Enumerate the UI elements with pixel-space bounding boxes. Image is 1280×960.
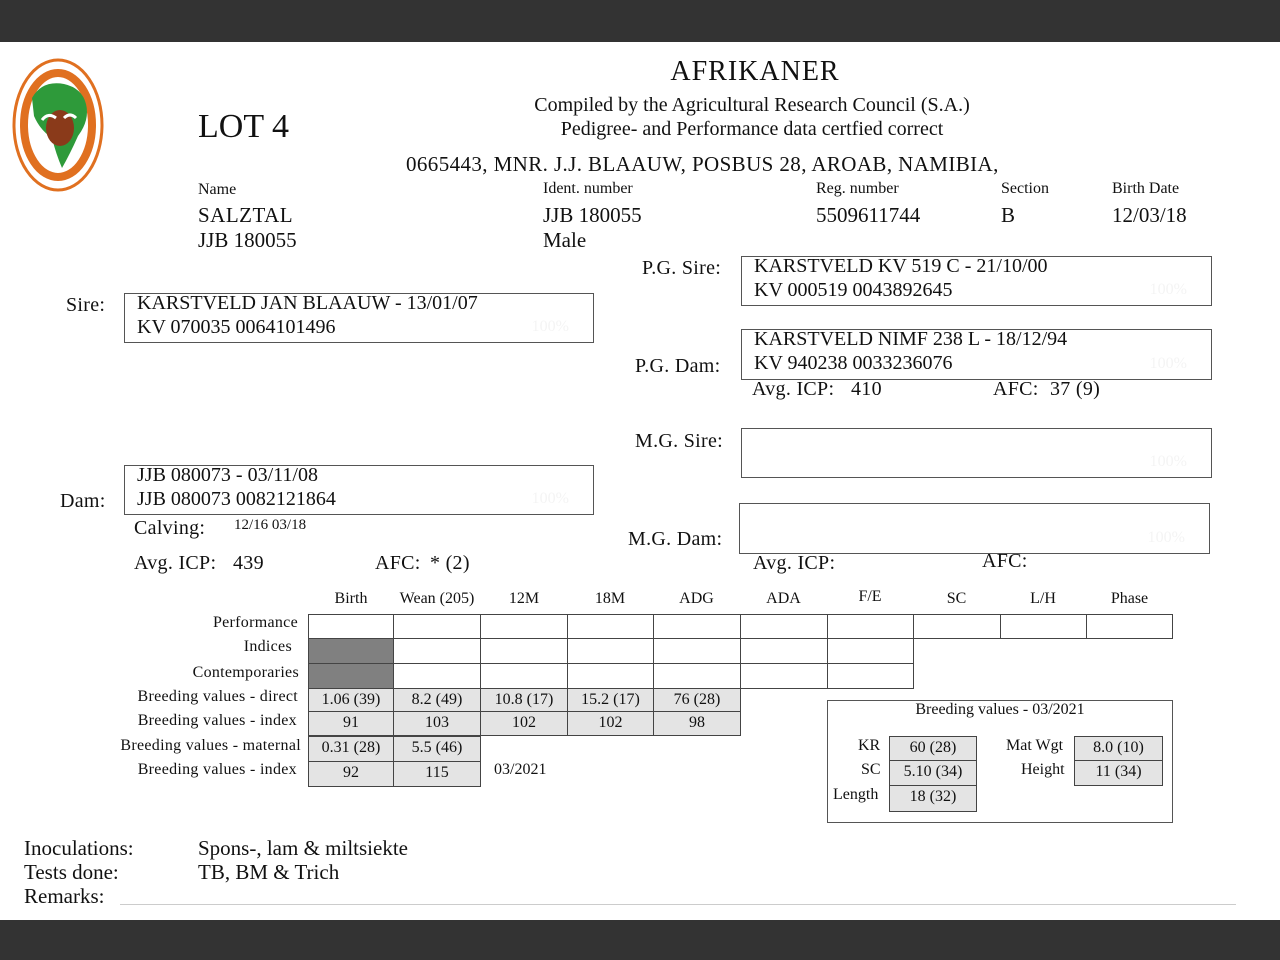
remarks-line	[120, 904, 1236, 905]
bv-index-birth: 91	[308, 711, 394, 736]
pg-dam-afc: 37 (9)	[1050, 378, 1101, 400]
birth-label: Birth Date	[1112, 180, 1180, 197]
pg-sire-box	[741, 256, 1212, 306]
cell-perf-lh	[1000, 614, 1087, 639]
tests-value: TB, BM & Trich	[198, 860, 340, 884]
cell-perf-sc	[913, 614, 1001, 639]
height-value: 11 (34)	[1074, 760, 1163, 786]
ident-label: Ident. number	[543, 180, 633, 197]
col-adg: ADG	[679, 590, 714, 607]
remarks-label: Remarks:	[24, 884, 105, 908]
row-bv-maternal: Breeding values - maternal	[120, 737, 301, 754]
sire-name: KARSTVELD JAN BLAAUW - 13/01/07	[137, 292, 478, 314]
pg-dam-label: P.G. Dam:	[635, 355, 721, 377]
birth-date: 12/03/18	[1112, 203, 1187, 227]
afrikaner-society-logo-icon	[12, 58, 104, 192]
breed-title: AFRIKANER	[670, 56, 840, 87]
bv-maternal-wean: 5.5 (46)	[393, 736, 481, 762]
cell-con-birth	[308, 663, 394, 689]
bv-index-12m: 102	[480, 711, 568, 736]
col-birth: Birth	[334, 590, 368, 607]
cell-perf-phase	[1086, 614, 1173, 639]
dam-afc-label: AFC:	[375, 552, 421, 574]
dam-icp-label: Avg. ICP:	[134, 552, 217, 574]
bottom-bar	[0, 920, 1280, 960]
pg-sire-pct: 100%	[1149, 281, 1187, 298]
lot-number: LOT 4	[198, 108, 289, 145]
section: B	[1001, 203, 1016, 227]
reg-label: Reg. number	[816, 180, 899, 197]
pg-sire-name: KARSTVELD KV 519 C - 21/10/00	[754, 255, 1048, 277]
col-wean: Wean (205)	[399, 590, 475, 607]
sire-label: Sire:	[66, 294, 106, 316]
owner-line: 0665443, MNR. J.J. BLAAUW, POSBUS 28, AROAB, NAMIBIA,	[406, 152, 999, 176]
sc-label: SC	[861, 761, 881, 778]
col-12m: 12M	[508, 590, 540, 607]
pg-dam-icp-label: Avg. ICP:	[752, 378, 835, 400]
mg-dam-label: M.G. Dam:	[628, 528, 723, 550]
name-label: Name	[198, 181, 237, 198]
calving-label: Calving:	[134, 517, 206, 539]
bv-index-adg: 98	[653, 711, 741, 736]
col-lh: L/H	[1030, 590, 1056, 607]
pg-sire-label: P.G. Sire:	[642, 257, 722, 279]
bv-direct-wean: 8.2 (49)	[393, 688, 481, 712]
dam-box	[124, 465, 594, 515]
calving-value: 12/16 03/18	[234, 517, 307, 533]
bv-direct-birth: 1.06 (39)	[308, 688, 394, 712]
length-label: Length	[833, 786, 879, 803]
cell-ind-18m	[567, 638, 654, 664]
inoculations-value: Spons-, lam & miltsiekte	[198, 836, 408, 860]
certified-note: Pedigree- and Performance data certfied correct	[560, 118, 944, 140]
tests-label: Tests done:	[24, 860, 119, 884]
dam-icp: 439	[233, 552, 264, 574]
kr-value: 60 (28)	[889, 736, 977, 761]
cell-con-fe	[827, 663, 914, 689]
cell-perf-12m	[480, 614, 568, 639]
mg-dam-box	[739, 503, 1210, 554]
mg-sire-label: M.G. Sire:	[635, 430, 723, 452]
col-ada: ADA	[766, 590, 801, 607]
pg-dam-name: KARSTVELD NIMF 238 L - 18/12/94	[754, 328, 1068, 350]
table-date: 03/2021	[494, 761, 547, 778]
dam-ids: JJB 080073 0082121864	[137, 488, 336, 510]
pg-dam-box	[741, 329, 1212, 380]
cell-con-18m	[567, 663, 654, 689]
row-bv-direct: Breeding values - direct	[137, 688, 298, 705]
cell-ind-adg	[653, 638, 741, 664]
mg-dam-pct: 100%	[1147, 529, 1185, 546]
row-performance: Performance	[212, 614, 298, 631]
animal-name-id: JJB 180055	[198, 228, 297, 252]
pg-sire-ids: KV 000519 0043892645	[754, 279, 953, 301]
mg-dam-icp-label: Avg. ICP:	[753, 552, 836, 574]
kr-label: KR	[858, 737, 881, 754]
bv-maternal-birth: 0.31 (28)	[308, 736, 394, 762]
matwgt-value: 8.0 (10)	[1074, 736, 1163, 761]
cell-perf-18m	[567, 614, 654, 639]
bv-index-18m: 102	[567, 711, 654, 736]
pg-dam-afc-label: AFC:	[993, 378, 1039, 400]
cell-perf-adg	[653, 614, 741, 639]
mg-dam-afc-label: AFC:	[982, 550, 1028, 572]
bv-direct-18m: 15.2 (17)	[567, 688, 654, 712]
bv-index-wean: 103	[393, 711, 481, 736]
bv-direct-adg: 76 (28)	[653, 688, 741, 712]
row-bv-index: Breeding values - index	[137, 712, 297, 729]
dam-label: Dam:	[60, 490, 106, 512]
mg-sire-box	[741, 428, 1212, 478]
col-fe: F/E	[858, 588, 882, 605]
cell-con-wean	[393, 663, 481, 689]
row-contemporaries: Contemporaries	[192, 664, 299, 681]
cell-ind-fe	[827, 638, 914, 664]
top-bar	[0, 0, 1280, 42]
cell-con-12m	[480, 663, 568, 689]
dam-name: JJB 080073 - 03/11/08	[137, 464, 318, 486]
ident-number: JJB 180055	[543, 203, 642, 227]
matwgt-label: Mat Wgt	[1006, 737, 1064, 754]
dam-afc: * (2)	[430, 552, 470, 574]
length-value: 18 (32)	[889, 785, 977, 812]
bv-index2-wean: 115	[393, 761, 481, 787]
compiled-by: Compiled by the Agricultural Research Council (S.A.)	[534, 94, 970, 116]
inoculations-label: Inoculations:	[24, 836, 134, 860]
cell-perf-ada	[740, 614, 828, 639]
pg-dam-icp: 410	[851, 378, 882, 400]
cell-perf-wean	[393, 614, 481, 639]
pg-dam-pct: 100%	[1149, 355, 1187, 372]
sire-box	[124, 293, 594, 343]
reg-number: 5509611744	[816, 203, 921, 227]
sc-value: 5.10 (34)	[889, 760, 977, 786]
bv-summary-title: Breeding values - 03/2021	[915, 701, 1085, 718]
cell-ind-ada	[740, 638, 828, 664]
col-phase: Phase	[1110, 590, 1149, 607]
height-label: Height	[1021, 761, 1065, 778]
cell-perf-birth	[308, 614, 394, 639]
row-indices: Indices	[243, 638, 292, 655]
cell-ind-birth	[308, 638, 394, 664]
section-label: Section	[1001, 180, 1049, 197]
cell-ind-wean	[393, 638, 481, 664]
col-sc: SC	[946, 590, 967, 607]
sire-ids: KV 070035 0064101496	[137, 316, 336, 338]
cell-con-ada	[740, 663, 828, 689]
cell-ind-12m	[480, 638, 568, 664]
sex: Male	[543, 228, 587, 252]
animal-name: SALZTAL	[198, 203, 294, 227]
bv-index2-birth: 92	[308, 761, 394, 787]
col-18m: 18M	[594, 590, 626, 607]
cell-perf-fe	[827, 614, 914, 639]
mg-sire-pct: 100%	[1149, 453, 1187, 470]
pg-dam-ids: KV 940238 0033236076	[754, 352, 953, 374]
bv-direct-12m: 10.8 (17)	[480, 688, 568, 712]
cell-con-adg	[653, 663, 741, 689]
sire-pct: 100%	[531, 318, 569, 335]
dam-pct: 100%	[531, 490, 569, 507]
row-bv-index-maternal: Breeding values - index	[137, 761, 297, 778]
